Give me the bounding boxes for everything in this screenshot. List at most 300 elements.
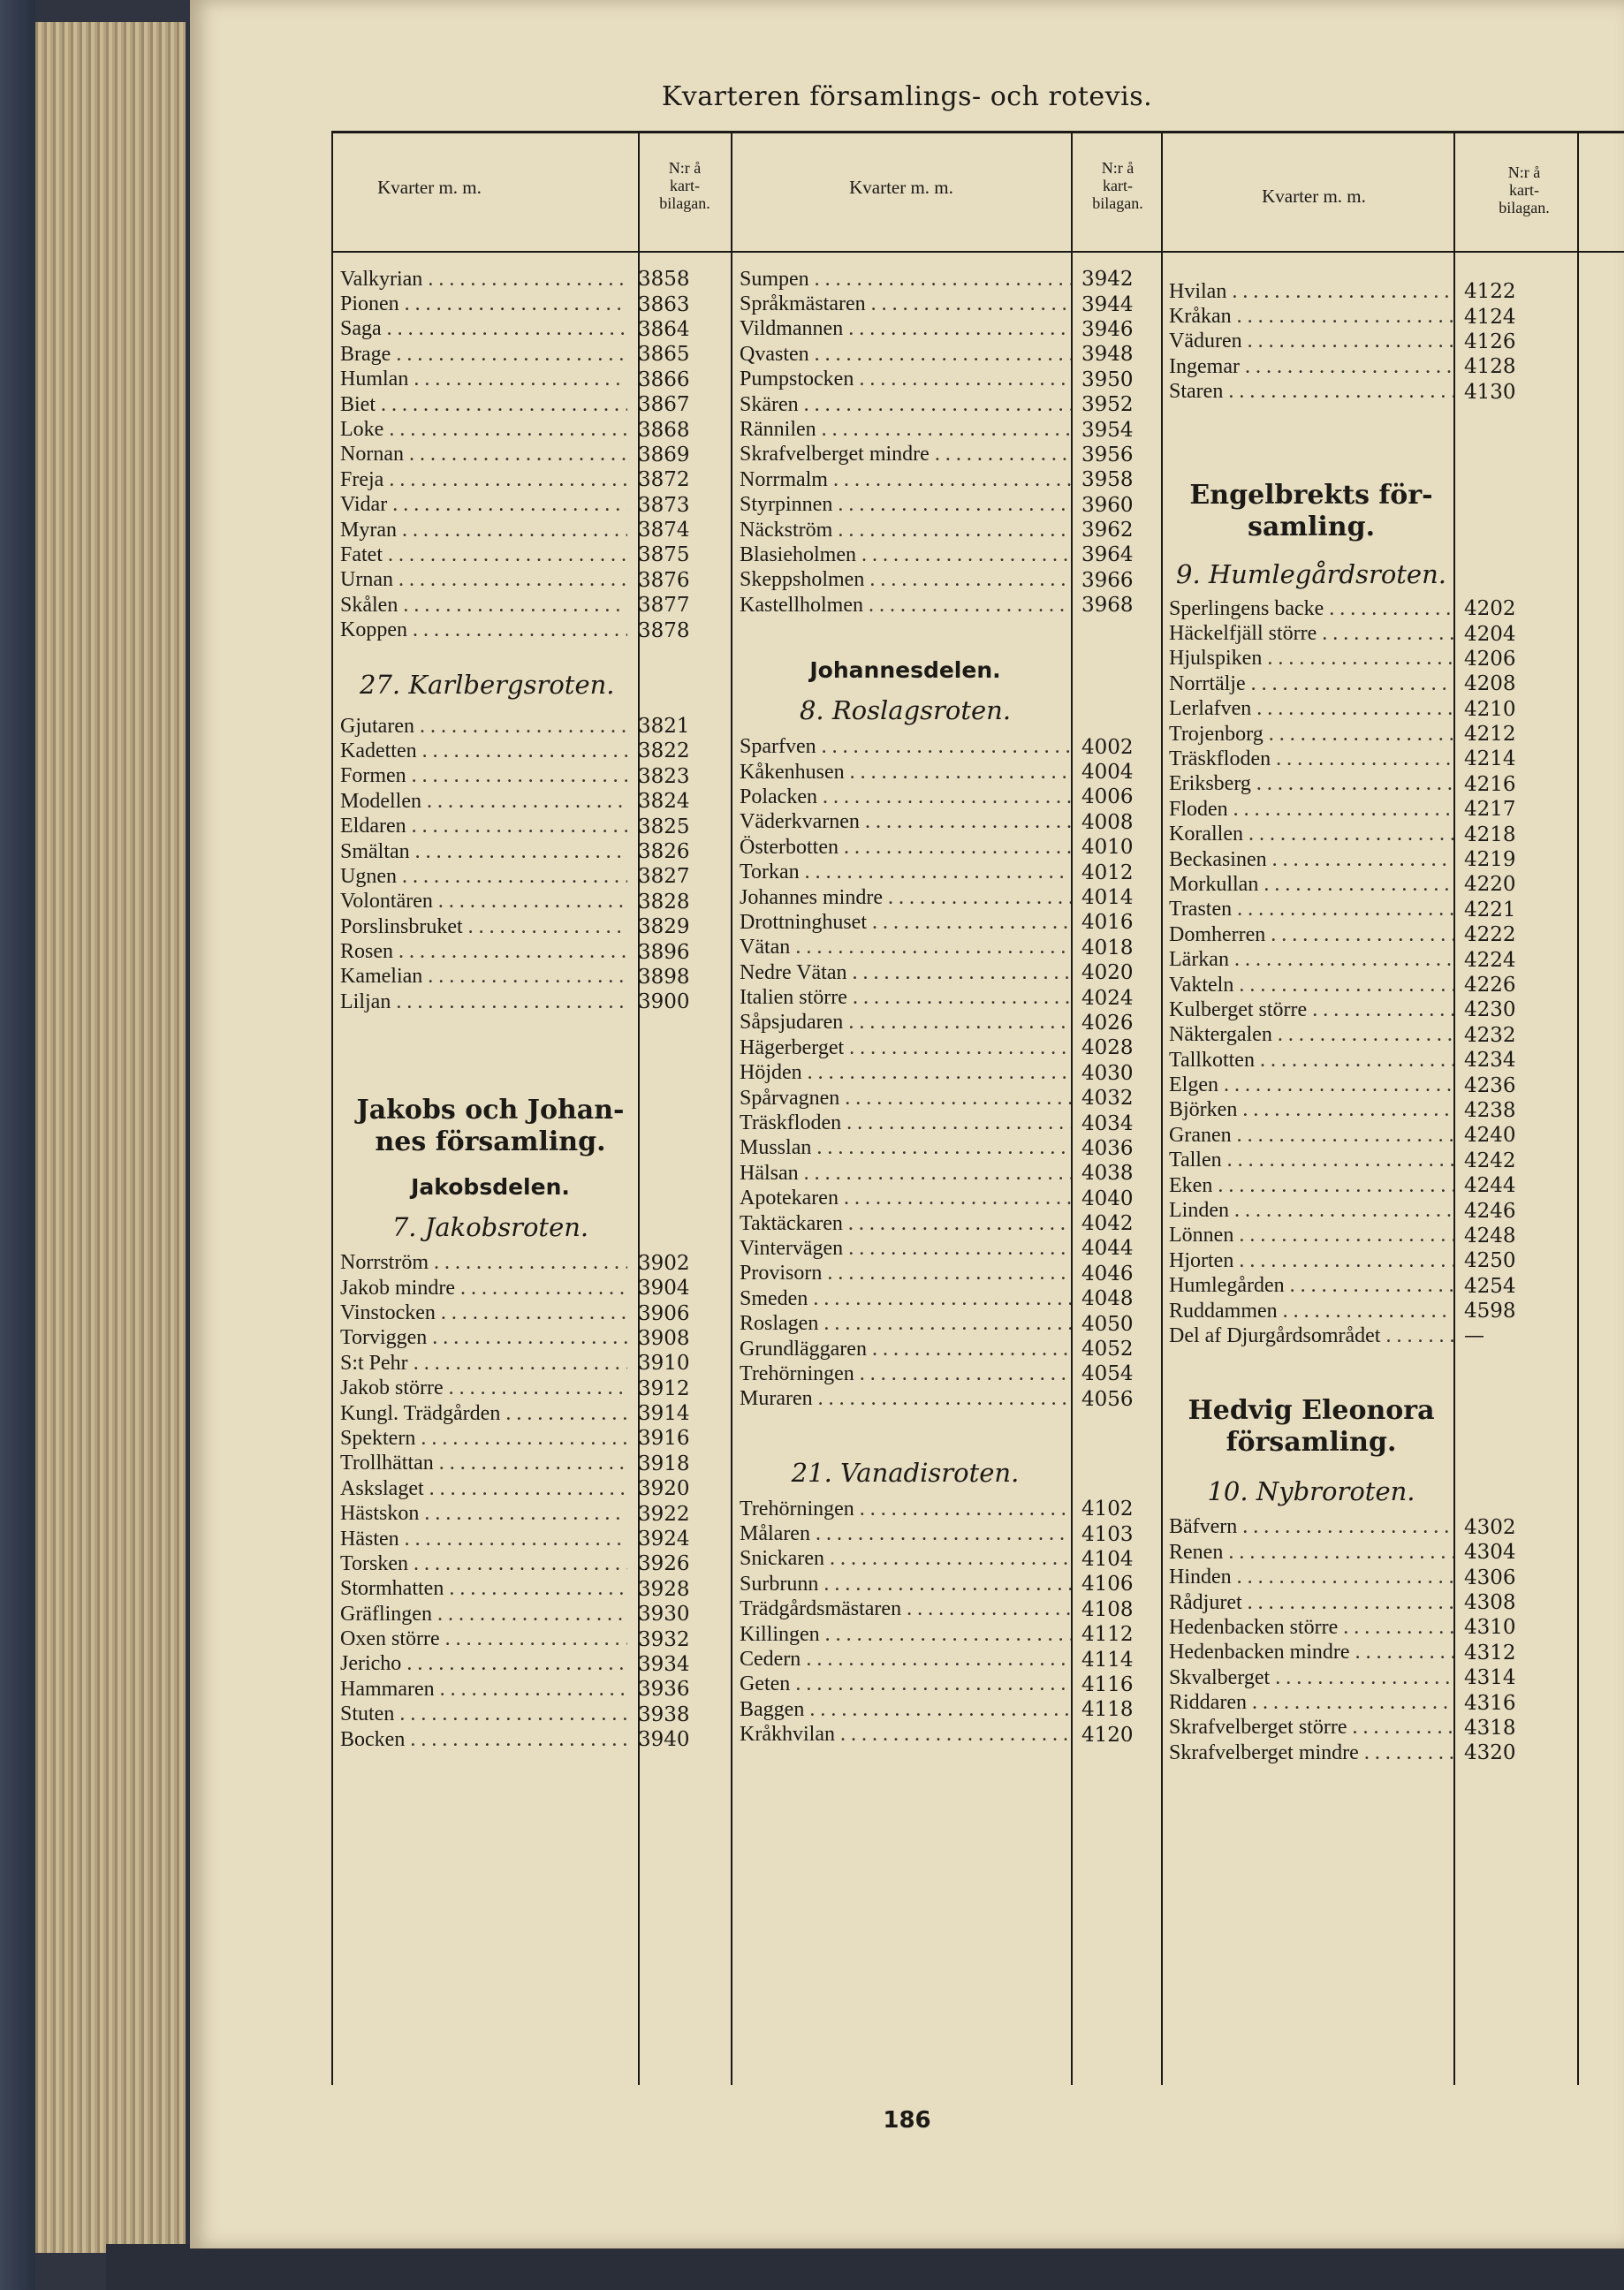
quarter-name: Killingen . . .: [740, 1623, 1071, 1647]
table-row: [740, 1236, 1155, 1261]
map-number: 4238: [1464, 1098, 1516, 1122]
map-number: 4122: [1464, 280, 1516, 304]
map-number: 4106: [1081, 1573, 1134, 1596]
quarter-name: Vakteln . . .: [1169, 974, 1453, 997]
map-number: 4314: [1464, 1666, 1516, 1690]
quarter-name: Vintervägen . . .: [740, 1237, 1071, 1261]
roslag-list: [740, 734, 1155, 1412]
quarter-name: Drottninghuset . . .: [740, 911, 1071, 935]
table-row: [1169, 1023, 1575, 1048]
map-number: 3920: [638, 1477, 690, 1501]
quarter-name: Elgen . . .: [1169, 1073, 1453, 1097]
table-row: [1169, 1615, 1575, 1640]
map-number: 3918: [638, 1452, 690, 1475]
table-row: [340, 1300, 716, 1325]
map-number: 3928: [638, 1577, 690, 1601]
table-row: [340, 1452, 716, 1476]
map-number: 4130: [1464, 380, 1516, 404]
quarter-name: Hjorten . . .: [1169, 1249, 1453, 1273]
table-row: [340, 939, 716, 964]
table-row: [340, 368, 716, 392]
map-number: 4230: [1464, 998, 1516, 1022]
map-number: 3822: [638, 739, 690, 763]
map-number: 4126: [1464, 330, 1516, 353]
table-row: [1169, 1665, 1575, 1690]
quarter-name: Skeppsholmen . . .: [740, 568, 1071, 592]
quarter-name: Väduren . . .: [1169, 330, 1453, 353]
table-row: [1169, 330, 1575, 354]
table-row: [1169, 1224, 1575, 1248]
table-row: [340, 292, 716, 316]
quarter-name: Liljan . . .: [340, 990, 627, 1014]
quarter-name: Blasieholmen . . .: [740, 543, 1071, 567]
table-row: [340, 542, 716, 567]
table-row: [740, 1521, 1155, 1546]
table-row: [340, 1251, 716, 1276]
table-row: [1169, 822, 1575, 846]
book-spine: [0, 0, 35, 2290]
table-row: [1169, 1173, 1575, 1198]
table-row: [340, 839, 716, 864]
section-heading: 8. Roslagsroten.: [799, 695, 1012, 726]
map-number: 3824: [638, 790, 690, 814]
map-number: 3910: [638, 1352, 690, 1376]
karlberg-list: [340, 714, 716, 1015]
map-number: 4210: [1464, 697, 1516, 721]
map-number: 3825: [638, 815, 690, 838]
table-row: [740, 1311, 1155, 1336]
map-number: 3966: [1081, 568, 1134, 592]
map-number: 4310: [1464, 1616, 1516, 1640]
quarter-name: Del af Djurgårdsområdet . . .: [1169, 1324, 1453, 1348]
map-number: 4598: [1464, 1300, 1516, 1323]
table-row: [1169, 621, 1575, 646]
table-row: [1169, 1274, 1575, 1299]
table-row: [340, 467, 716, 492]
table-row: [740, 1723, 1155, 1748]
map-number: 3938: [638, 1702, 690, 1726]
map-number: 4208: [1464, 672, 1516, 696]
table-row: [740, 1011, 1155, 1035]
parish-heading: Hedvig Eleonora församling.: [1188, 1394, 1435, 1458]
map-number: 4016: [1081, 911, 1134, 935]
map-number: 3948: [1081, 343, 1134, 367]
map-number: 4236: [1464, 1073, 1516, 1097]
parish-heading: Jakobs och Johan- nes församling.: [356, 1094, 625, 1157]
quarter-name: Trehörningen . . .: [740, 1498, 1071, 1521]
table-row: [740, 443, 1155, 467]
table-row: [340, 814, 716, 838]
quarter-name: Trädgårdsmästaren . . .: [740, 1597, 1071, 1621]
map-number: 3952: [1081, 393, 1134, 417]
map-number: 3932: [638, 1627, 690, 1651]
quarter-name: Skrafvelberget mindre . . .: [740, 443, 1071, 466]
table-row: [1169, 973, 1575, 997]
quarter-name: Höjden . . .: [740, 1061, 1071, 1085]
map-number: 3877: [638, 594, 690, 618]
map-number: 4214: [1464, 747, 1516, 771]
quarter-name: Staren . . .: [1169, 380, 1453, 404]
table-row: [740, 1497, 1155, 1521]
map-number: 3902: [638, 1251, 690, 1275]
table-row: [340, 317, 716, 342]
col3-top-list: [1169, 279, 1575, 405]
quarter-name: Lärkan . . .: [1169, 948, 1453, 972]
table-row: [740, 568, 1155, 593]
map-number: 4102: [1081, 1498, 1134, 1521]
quarter-name: Målaren . . .: [740, 1522, 1071, 1546]
quarter-name: Domherren . . .: [1169, 923, 1453, 947]
table-row: [740, 1262, 1155, 1286]
table-row: [340, 764, 716, 789]
table-row: [340, 965, 716, 990]
table-row: [1169, 722, 1575, 747]
table-row: [1169, 697, 1575, 722]
map-number: 3924: [638, 1528, 690, 1551]
map-number: 3964: [1081, 543, 1134, 567]
humlegard-list: [1169, 596, 1575, 1349]
quarter-name: Stormhatten . . .: [340, 1577, 627, 1601]
table-row: [740, 960, 1155, 985]
table-row: [1169, 1590, 1575, 1615]
quarter-name: Stuten . . .: [340, 1702, 627, 1726]
quarter-name: Hästskon . . .: [340, 1502, 627, 1526]
map-number: 3875: [638, 543, 690, 567]
quarter-name: Renen . . .: [1169, 1541, 1453, 1565]
map-number: 4206: [1464, 647, 1516, 671]
section-heading: 21. Vanadisroten.: [791, 1458, 1020, 1489]
map-number: 4044: [1081, 1237, 1134, 1261]
quarter-name: Österbotten . . .: [740, 836, 1071, 860]
quarter-name: Surbrunn . . .: [740, 1573, 1071, 1596]
table-row: [740, 1647, 1155, 1672]
map-number: 3874: [638, 519, 690, 542]
table-row: [1169, 797, 1575, 822]
column-1: [340, 267, 716, 1752]
map-number: 4038: [1081, 1162, 1134, 1186]
table-row: [740, 1361, 1155, 1386]
table-row: [340, 1476, 716, 1501]
table-row: [740, 860, 1155, 884]
quarter-name: Grundläggaren . . .: [740, 1338, 1071, 1361]
column-3: [1169, 279, 1575, 1766]
quarter-name: Bäfvern . . .: [1169, 1515, 1453, 1539]
table-row: [1169, 898, 1575, 922]
quarter-name: Sparfven . . .: [740, 735, 1071, 759]
map-number: 4312: [1464, 1641, 1516, 1664]
map-number: 4050: [1081, 1312, 1134, 1336]
table-row: [340, 1351, 716, 1376]
table-row: [340, 1551, 716, 1576]
table-row: [740, 392, 1155, 417]
table-row: [1169, 596, 1575, 621]
col2-name-header: Kvarter m. m.: [849, 177, 953, 198]
quarter-name: Tallkotten . . .: [1169, 1049, 1453, 1073]
table-row: [740, 1622, 1155, 1647]
jakobs-list: [340, 1251, 716, 1753]
map-number: 3863: [638, 292, 690, 316]
quarter-name: Tallen . . .: [1169, 1149, 1453, 1172]
quarter-name: Skrafvelberget större . . .: [1169, 1716, 1453, 1740]
table-row: [740, 1597, 1155, 1622]
map-number: 4034: [1081, 1111, 1134, 1135]
quarter-name: Torviggen . . .: [340, 1326, 627, 1350]
map-number: 3930: [638, 1603, 690, 1627]
map-number: 4002: [1081, 735, 1134, 759]
map-number: 4216: [1464, 772, 1516, 796]
quarter-name: Väderkvarnen . . .: [740, 810, 1071, 834]
table-row: [340, 1602, 716, 1627]
col1-top-list: [340, 267, 716, 643]
quarter-name: S:t Pehr . . .: [340, 1352, 627, 1376]
map-number: 4046: [1081, 1262, 1134, 1285]
table-row: [340, 568, 716, 593]
quarter-name: Norrtälje . . .: [1169, 672, 1453, 696]
map-number: 4244: [1464, 1174, 1516, 1198]
quarter-name: Kåkenhusen . . .: [740, 761, 1071, 785]
col2-top-list: [740, 267, 1155, 618]
map-number: 4036: [1081, 1136, 1134, 1160]
quarter-name: Taktäckaren . . .: [740, 1212, 1071, 1236]
col1-name-header: Kvarter m. m.: [377, 177, 482, 198]
table-row: [740, 593, 1155, 618]
quarter-name: Skrafvelberget mindre . . .: [1169, 1741, 1453, 1765]
quarter-name: Geten . . .: [740, 1672, 1071, 1696]
map-number: 3869: [638, 443, 690, 466]
table-row: [340, 1702, 716, 1727]
quarter-name: Kråkan . . .: [1169, 305, 1453, 329]
table-row: [740, 1086, 1155, 1111]
map-number: 4204: [1464, 622, 1516, 646]
map-number: 4012: [1081, 861, 1134, 884]
map-number: 3940: [638, 1728, 690, 1752]
table-row: [1169, 1641, 1575, 1665]
map-number: 4242: [1464, 1149, 1516, 1172]
quarter-name: Kastellholmen . . .: [740, 594, 1071, 618]
section-heading: 9. Humlegårdsroten.: [1176, 558, 1446, 589]
table-row: [1169, 1690, 1575, 1715]
quarter-name: Häckelfjäll större . . .: [1169, 622, 1453, 646]
table-row: [1169, 671, 1575, 696]
table-row: [340, 618, 716, 642]
quarter-name: Skålen . . .: [340, 594, 627, 618]
quarter-name: Johannes mindre . . .: [740, 886, 1071, 910]
section-heading: 10. Nybroroten.: [1207, 1475, 1415, 1506]
table-row: [740, 1572, 1155, 1596]
map-number: 3821: [638, 715, 690, 739]
table-row: [340, 1527, 716, 1551]
table-row: [1169, 1098, 1575, 1123]
map-number: 4221: [1464, 898, 1516, 921]
map-number: 3908: [638, 1326, 690, 1350]
table-row: [740, 810, 1155, 835]
table-row: [340, 1577, 716, 1602]
col2-left-rule: [731, 133, 732, 2085]
map-number: 3960: [1081, 493, 1134, 517]
quarter-name: Porslinsbruket . . .: [340, 915, 627, 939]
map-number: 4306: [1464, 1566, 1516, 1589]
map-number: 4120: [1081, 1723, 1134, 1747]
table-row: [1169, 997, 1575, 1022]
quarter-name: Gjutaren . . .: [340, 715, 627, 739]
table-row: [340, 443, 716, 467]
quarter-name: Rännilen . . .: [740, 418, 1071, 442]
map-number: 4304: [1464, 1541, 1516, 1565]
table-row: [1169, 1073, 1575, 1097]
map-number: 4124: [1464, 305, 1516, 329]
map-number: 4118: [1081, 1698, 1134, 1722]
quarter-name: Träskfloden . . .: [1169, 747, 1453, 771]
header-bottom-rule: [331, 251, 1624, 253]
table-row: [740, 368, 1155, 392]
table-row: [740, 835, 1155, 860]
quarter-name: Eriksberg . . .: [1169, 772, 1453, 796]
quarter-name: Saga . . .: [340, 317, 627, 341]
map-number: 4128: [1464, 355, 1516, 379]
table-row: [740, 1111, 1155, 1135]
table-row: [1169, 922, 1575, 947]
quarter-name: Norrström . . .: [340, 1251, 627, 1275]
table-row: [740, 1187, 1155, 1211]
map-number: 4226: [1464, 974, 1516, 997]
table-row: [1169, 1299, 1575, 1323]
map-number: 3823: [638, 764, 690, 788]
quarter-name: Smältan . . .: [340, 840, 627, 864]
map-number: 4202: [1464, 597, 1516, 621]
map-number: 4316: [1464, 1691, 1516, 1715]
map-number: 3944: [1081, 292, 1134, 316]
map-number: 3827: [638, 865, 690, 889]
section-heading: 7. Jakobsroten.: [391, 1211, 589, 1242]
section-heading: 27. Karlbergsroten.: [360, 669, 615, 700]
map-number: 3950: [1081, 368, 1134, 391]
map-number: 4108: [1081, 1597, 1134, 1621]
quarter-name: Vildmannen . . .: [740, 317, 1071, 341]
map-number: 3962: [1081, 519, 1134, 542]
map-number: 4220: [1464, 873, 1516, 897]
table-row: [340, 1276, 716, 1300]
table-row: [740, 1286, 1155, 1311]
quarter-name: Musslan . . .: [740, 1136, 1071, 1160]
map-number: 3828: [638, 890, 690, 914]
page-number: 186: [883, 2107, 931, 2134]
map-number: 4028: [1081, 1036, 1134, 1060]
map-number: 3864: [638, 317, 690, 341]
map-number: 4234: [1464, 1049, 1516, 1073]
map-number: 4042: [1081, 1212, 1134, 1236]
vanadis-list: [740, 1497, 1155, 1748]
quarter-name: Torkan . . .: [740, 861, 1071, 884]
page-edges: [35, 22, 186, 2253]
quarter-name: Koppen . . .: [340, 618, 627, 642]
table-row: [740, 1547, 1155, 1572]
quarter-name: Nedre Vätan . . .: [740, 961, 1071, 985]
quarter-name: Gräflingen . . .: [340, 1603, 627, 1627]
quarter-name: Hammaren . . .: [340, 1678, 627, 1702]
quarter-name: Pionen . . .: [340, 292, 627, 316]
table-row: [340, 789, 716, 814]
map-number: 4032: [1081, 1087, 1134, 1111]
quarter-name: Morkullan . . .: [1169, 873, 1453, 897]
map-number: 4020: [1081, 961, 1134, 985]
table-row: [340, 518, 716, 542]
quarter-name: Hälsan . . .: [740, 1162, 1071, 1186]
quarter-name: Humlegården . . .: [1169, 1274, 1453, 1298]
quarter-name: Lönnen . . .: [1169, 1224, 1453, 1247]
map-number: 3858: [638, 268, 690, 292]
table-row: [1169, 947, 1575, 972]
quarter-name: Formen . . .: [340, 764, 627, 788]
table-row: [740, 493, 1155, 518]
map-number: 4056: [1081, 1387, 1134, 1411]
map-number: 3898: [638, 965, 690, 989]
map-number: 4040: [1081, 1187, 1134, 1210]
quarter-name: Humlan . . .: [340, 368, 627, 391]
quarter-name: Trollhättan . . .: [340, 1452, 627, 1475]
quarter-name: Språkmästaren . . .: [740, 292, 1071, 316]
table-row: [340, 417, 716, 442]
quarter-name: Vidar . . .: [340, 493, 627, 517]
nybro-list: [1169, 1515, 1575, 1766]
table-row: [740, 734, 1155, 759]
map-number: 3867: [638, 393, 690, 417]
quarter-name: Cedern . . .: [740, 1648, 1071, 1672]
table-row: [1169, 1198, 1575, 1223]
table-row: [340, 267, 716, 292]
table-row: [340, 914, 716, 939]
parish-heading: Engelbrekts för- samling.: [1189, 479, 1433, 542]
quarter-name: Granen . . .: [1169, 1124, 1453, 1148]
quarter-name: Rosen . . .: [340, 940, 627, 964]
map-number: 4250: [1464, 1249, 1516, 1273]
map-number: 3829: [638, 915, 690, 939]
quarter-name: Nornan . . .: [340, 443, 627, 466]
table-row: [740, 785, 1155, 809]
map-number: 4217: [1464, 798, 1516, 822]
map-number: 3866: [638, 368, 690, 391]
quarter-name: Hjulspiken . . .: [1169, 647, 1453, 671]
table-row: [1169, 380, 1575, 405]
table-row: [1169, 1515, 1575, 1540]
map-number: 4054: [1081, 1362, 1134, 1386]
map-number: 3934: [638, 1652, 690, 1676]
quarter-name: Jericho . . .: [340, 1652, 627, 1676]
table-row: [340, 714, 716, 739]
table-row: [1169, 1149, 1575, 1173]
district-heading: Jakobsdelen.: [411, 1173, 570, 1200]
quarter-name: Skären . . .: [740, 393, 1071, 417]
map-number: 4004: [1081, 761, 1134, 785]
map-number: 3946: [1081, 317, 1134, 341]
quarter-name: Muraren . . .: [740, 1387, 1071, 1411]
table-row: [340, 739, 716, 763]
col3-left-rule: [1161, 133, 1163, 2085]
map-number: 4018: [1081, 936, 1134, 959]
map-number: 4240: [1464, 1124, 1516, 1148]
quarter-name: Valkyrian . . .: [340, 268, 627, 292]
quarter-name: Lerlafven . . .: [1169, 697, 1453, 721]
table-row: [340, 392, 716, 417]
table-row: [740, 1387, 1155, 1412]
map-number: 4248: [1464, 1224, 1516, 1247]
quarter-name: Baggen . . .: [740, 1698, 1071, 1722]
map-number: 4222: [1464, 923, 1516, 947]
map-number: 3916: [638, 1427, 690, 1451]
quarter-name: Floden . . .: [1169, 798, 1453, 822]
table-row: [340, 593, 716, 618]
quarter-name: Eldaren . . .: [340, 815, 627, 838]
quarter-name: Modellen . . .: [340, 790, 627, 814]
